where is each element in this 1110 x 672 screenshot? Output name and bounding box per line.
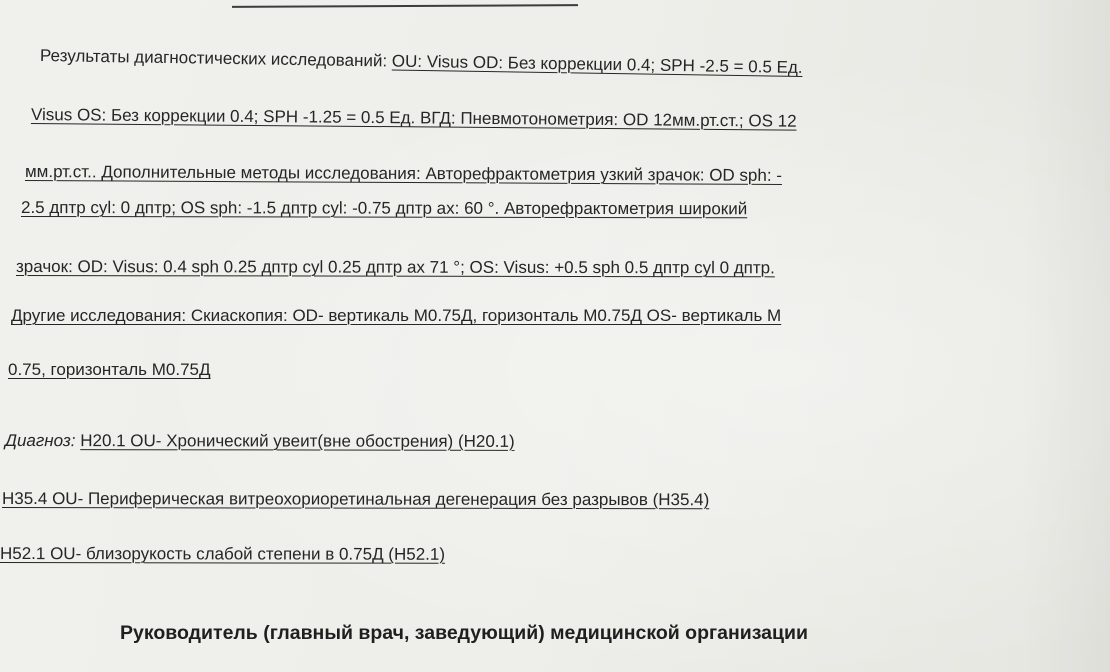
results-line-7: 0.75, горизонталь М0.75Д [8, 360, 211, 379]
results-text-1: OU: Visus OD: Без коррекции 0.4; SPH -2.5 = 0.5 Ед. [391, 51, 803, 77]
results-lead: Результаты диагностических исследований: [39, 46, 393, 71]
results-line-4: 2.5 дптр cyl: 0 дптр; OS sph: -1.5 дптр cyl: -0.75 дптр ax: 60 °. Авторефрактометрия широкий [20, 198, 748, 219]
signature-title: Руководитель (главный врач, заведующий) медицинской организации [120, 622, 808, 644]
results-line-3: мм.рт.ст.. Дополнительные методы исследования: Авторефрактометрия узкий зрачок: OD sph: - [24, 162, 783, 185]
diagnosis-text-1: H20.1 OU- Хронический увеит(вне обострения) (H20.1) [80, 431, 515, 451]
results-line-5: зрачок: OD: Visus: 0.4 sph 0.25 дптр cyl 0.25 дптр ax 71 °; OS: Visus: +0.5 sph 0.5 дптр cyl 0 дптр. [15, 257, 775, 278]
diagnosis-line-3: H52.1 OU- близорукость слабой степени в 0.75Д (H52.1) [0, 544, 446, 564]
results-line-2: Visus OS: Без коррекции 0.4; SPH -1.25 = 0.5 Ед. ВГД: Пневмотонометрия: OD 12мм.рт.ст.; OS 12 [30, 105, 797, 131]
results-line-1 [40, 45, 803, 79]
diagnosis-label: Диагноз: [4, 431, 81, 451]
diagnosis-line-2: H35.4 OU- Периферическая витреохориоретинальная дегенерация без разрывов (H35.4) [1, 489, 710, 510]
results-line-6: Другие исследования: Скиаскопия: OD- вертикаль М0.75Д, горизонталь М0.75Д OS- вертикаль М [11, 306, 782, 325]
diagnosis-line-1 [5, 430, 515, 453]
cut-off-underline [232, 0, 578, 8]
